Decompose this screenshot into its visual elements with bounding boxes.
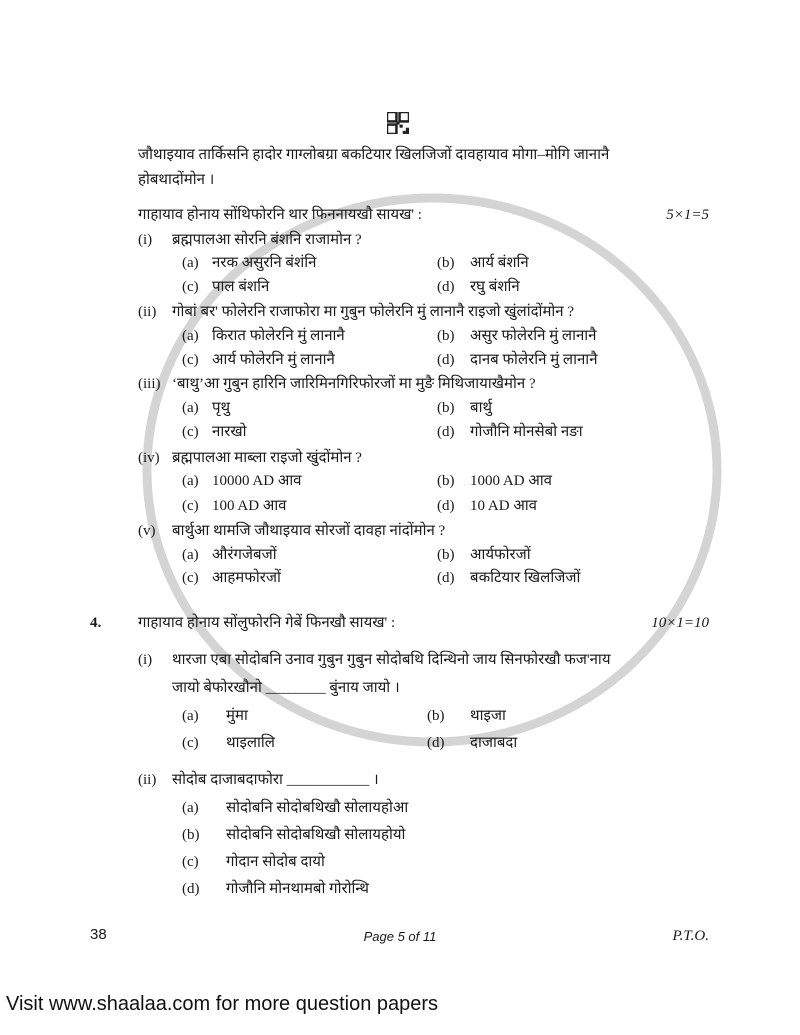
option-label: (c)	[182, 735, 199, 751]
question-number: (v)	[138, 523, 156, 539]
option-text: आर्य बंशनि	[470, 255, 529, 271]
option-label: (a)	[182, 800, 199, 816]
option-text: मुंमा	[226, 708, 248, 724]
option-text: नारखो	[212, 424, 247, 440]
option-label: (a)	[182, 328, 199, 344]
question-text: ‘बाथु’आ गुबुन हारिनि जारिमिनगिरिफोरजों मा मुङै मिथिजायाखैमोन ?	[172, 376, 536, 392]
q4-1-line-1: थारजा एबा सोदोबनि उनाव गुबुन गुबुन सोदोबथि दिन्थिनो जाय सिनफोरखौ फज'नाय	[172, 652, 611, 668]
option-label: (c)	[182, 498, 199, 514]
option-label: (d)	[437, 279, 455, 295]
option-label: (d)	[437, 424, 455, 440]
question-text: ब्रह्मपालआ सोरनि बंशनि राजामोन ?	[172, 232, 362, 248]
option-label: (a)	[182, 547, 199, 563]
option-label: (b)	[437, 255, 455, 271]
option-text: किरात फोलेरनि मुं लानानै	[212, 328, 345, 344]
intro-line-1: जौथाइयाव तार्किसनि हादोर गाग्लोबग्रा बकटियार खिलजिजों दावहायाव मोगा–मोगि जानानै	[138, 147, 610, 163]
option-label: (c)	[182, 854, 199, 870]
option-text: आर्यफोरजों	[470, 547, 531, 563]
option-label: (b)	[437, 328, 455, 344]
page-number: Page 5 of 11	[363, 929, 437, 944]
question-text: बार्थुआ थामजि जौथाइयाव सोरजों दावहा नांदोंमोन ?	[172, 523, 446, 539]
intro-line-2: होबथादोंमोन ।	[138, 172, 215, 188]
option-text: पृथु	[212, 400, 231, 416]
option-text: बार्थु	[470, 400, 493, 416]
question-number: (i)	[138, 232, 153, 248]
option-label: (b)	[437, 400, 455, 416]
q4-1-number: (i)	[138, 652, 153, 668]
q4-1-line-2: जायो बेफोरखौनो ________ बुंनाय जायो ।	[172, 680, 400, 696]
option-label: (b)	[437, 473, 455, 489]
option-text: रघु बंशनि	[470, 279, 520, 295]
question-4-number: 4.	[90, 615, 102, 631]
option-label: (c)	[182, 352, 199, 368]
option-text: 100 AD आव	[212, 498, 287, 514]
option-text: असुर फोलेरनि मुं लानानै	[470, 328, 597, 344]
option-text: दाजाबदा	[470, 735, 518, 751]
option-label: (d)	[427, 735, 445, 751]
q4-2-text: सोदोब दाजाबदाफोरा ___________ ।	[172, 772, 379, 788]
option-label: (d)	[437, 498, 455, 514]
option-text: 10000 AD आव	[212, 473, 302, 489]
option-label: (c)	[182, 570, 199, 586]
option-text: थाइजा	[470, 708, 506, 724]
paper-code: 38	[90, 926, 107, 943]
promo-banner-link[interactable]: Visit www.shaalaa.com for more question papers	[6, 993, 439, 1015]
question-number: (ii)	[138, 304, 157, 320]
qr-code-icon	[387, 112, 409, 134]
option-text: पाल बंशनि	[212, 279, 270, 295]
option-text: थाइलालि	[226, 735, 275, 751]
question-number: (iv)	[138, 450, 160, 466]
pto-label: P.T.O.	[672, 928, 709, 944]
section4-marks: 10×1=10	[651, 615, 709, 631]
q4-2-number: (ii)	[138, 772, 157, 788]
option-label: (b)	[182, 827, 200, 843]
option-label: (a)	[182, 400, 199, 416]
question-text: ब्रह्मपालआ माब्ला राइजो खुंदोंमोन ?	[172, 450, 362, 466]
option-text: गोजौनि मोनथामबो गोरोन्थि	[226, 881, 369, 897]
option-label: (a)	[182, 708, 199, 724]
option-text: नरक असुरनि बंशंनि	[212, 255, 317, 271]
option-text: 10 AD आव	[470, 498, 538, 514]
section4-instruction: गाहायाव होनाय सोंलुफोरनि गेबें फिनखौ सायख' :	[138, 615, 396, 631]
option-label: (d)	[437, 352, 455, 368]
option-text: आहमफोरजों	[212, 570, 281, 586]
option-text: दानब फोलेरनि मुं लानानै	[470, 352, 598, 368]
option-label: (a)	[182, 473, 199, 489]
option-label: (b)	[437, 547, 455, 563]
option-text: सोदोबनि सोदोबथिखौ सोलायहोयो	[226, 827, 406, 843]
option-text: औरंगजेबजों	[212, 547, 277, 563]
option-label: (c)	[182, 279, 199, 295]
option-label: (c)	[182, 424, 199, 440]
option-label: (a)	[182, 255, 199, 271]
option-text: सोदोबनि सोदोबथिखौ सोलायहोआ	[226, 800, 409, 816]
section3-instruction: गाहायाव होनाय सोंथिफोरनि थार फिननायखौ सायख' :	[138, 207, 422, 223]
question-text: गोबां बर' फोलेरनि राजाफोरा मा गुबुन फोलेरनि मुं लानानै राइजो खुंलांदोंमोन ?	[172, 304, 575, 320]
option-text: 1000 AD आव	[470, 473, 553, 489]
option-text: बकटियार खिलजिजों	[470, 570, 581, 586]
section3-marks: 5×1=5	[666, 207, 709, 223]
option-label: (d)	[182, 881, 200, 897]
option-text: गोजौनि मोनसेबो नङा	[470, 424, 583, 440]
option-text: आर्य फोलेरनि मुं लानानै	[212, 352, 335, 368]
question-number: (iii)	[138, 376, 161, 392]
option-label: (d)	[437, 570, 455, 586]
option-text: गोदान सोदोब दायो	[226, 854, 325, 870]
option-label: (b)	[427, 708, 445, 724]
